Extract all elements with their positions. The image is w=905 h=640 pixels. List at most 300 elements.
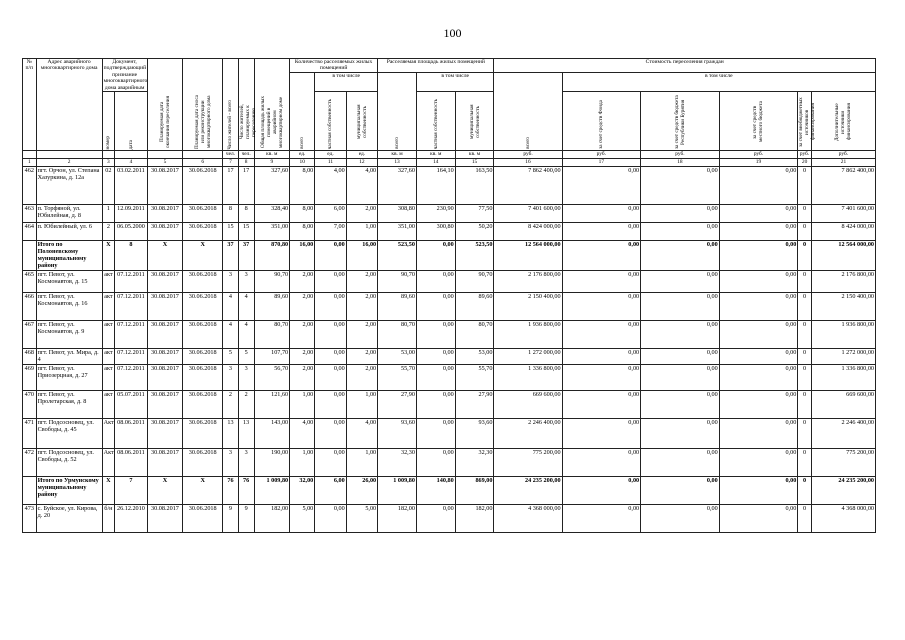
cell-addr: пгт. Подсосновец, ул. Свободы, д. 52 xyxy=(36,449,102,477)
cell-demol: 30.06.2018 xyxy=(183,293,223,321)
unit-cell: чел. xyxy=(223,151,239,159)
cell-num: акт xyxy=(102,321,115,349)
cell-no xyxy=(23,477,37,505)
cell-c2: 4,00 xyxy=(315,167,346,205)
cell-num: Акт xyxy=(102,449,115,477)
col-number: 14 xyxy=(416,159,455,167)
cell-r2: 15 xyxy=(238,223,254,241)
cell-area: 190,00 xyxy=(254,449,290,477)
cell-a3: 77,50 xyxy=(455,205,494,223)
cell-reloc: 30.08.2017 xyxy=(147,365,183,391)
cell-num: X xyxy=(102,477,115,505)
cell-f4: 0 xyxy=(798,223,812,241)
cell-cost: 2 176 800,00 xyxy=(494,271,562,293)
cell-r1: 3 xyxy=(223,449,239,477)
cell-f1: 0,00 xyxy=(562,293,641,321)
cell-cost: 7 862 400,00 xyxy=(494,167,562,205)
cell-a3: 53,00 xyxy=(455,349,494,365)
header-fund: за счет средств Фонда xyxy=(562,92,641,151)
cell-reloc: 30.08.2017 xyxy=(147,349,183,365)
unit-cell: кв. м xyxy=(455,151,494,159)
cell-c3: 1,00 xyxy=(346,449,377,477)
header-total-area: Общая площадь жилых помещений в аварийном многоквартирном доме xyxy=(254,59,290,151)
cell-cost: 4 368 000,00 xyxy=(494,505,562,533)
cell-num: акт xyxy=(102,365,115,391)
cell-a2: 0,00 xyxy=(416,419,455,449)
cell-date: 26.12.2010 xyxy=(115,505,147,533)
cell-c3: 1,00 xyxy=(346,223,377,241)
cell-f2: 0,00 xyxy=(641,477,720,505)
cell-f4: 0 xyxy=(798,321,812,349)
col-number: 3 xyxy=(102,159,115,167)
header-area-relocated: Расселяемая площадь жилых помещений xyxy=(378,59,494,73)
cell-demol: X xyxy=(183,241,223,271)
cell-c1: 8,00 xyxy=(290,167,315,205)
header-rooms-incl: в том числе xyxy=(315,72,378,91)
cell-no xyxy=(23,241,37,271)
unit-cell: ед. xyxy=(346,151,377,159)
cell-r2: 9 xyxy=(238,505,254,533)
subtotal-row xyxy=(23,477,876,505)
cell-f1: 0,00 xyxy=(562,321,641,349)
cell-a2: 0,00 xyxy=(416,505,455,533)
cell-area: 327,60 xyxy=(254,167,290,205)
cell-r2: 4 xyxy=(238,321,254,349)
cell-f3: 0,00 xyxy=(719,321,798,349)
cell-c1: 2,00 xyxy=(290,365,315,391)
table-row xyxy=(23,205,876,223)
header-document: Документ, подтверждающий признание многоквартирного дома аварийным xyxy=(103,59,148,91)
cell-c3: 1,00 xyxy=(346,391,377,419)
cell-f3: 0,00 xyxy=(719,419,798,449)
header-local: за счет средств местного бюджета xyxy=(719,92,798,151)
cell-c3: 4,00 xyxy=(346,419,377,449)
col-number: 16 xyxy=(494,159,562,167)
cell-f2: 0,00 xyxy=(641,321,720,349)
table-row xyxy=(23,449,876,477)
cell-a2: 300,80 xyxy=(416,223,455,241)
cell-c1: 2,00 xyxy=(290,349,315,365)
cell-f1: 0,00 xyxy=(562,349,641,365)
cell-num: X xyxy=(102,241,115,271)
cell-cost: 2 150 400,00 xyxy=(494,293,562,321)
cell-f5: 8 424 000,00 xyxy=(811,223,875,241)
cell-f1: 0,00 xyxy=(562,419,641,449)
cell-a3: 32,30 xyxy=(455,449,494,477)
header-area-private: частная собственность xyxy=(416,92,455,151)
header-area-incl: в том числе xyxy=(416,72,494,91)
cell-demol: 30.06.2018 xyxy=(183,505,223,533)
cell-a3: 80,70 xyxy=(455,321,494,349)
cell-addr: п. Торфяной, ул. Юбилейная, д. 8 xyxy=(36,205,102,223)
cell-r1: 3 xyxy=(223,365,239,391)
cell-r2: 2 xyxy=(238,391,254,419)
col-number: 9 xyxy=(254,159,290,167)
col-number: 6 xyxy=(183,159,223,167)
cell-r1: 8 xyxy=(223,205,239,223)
cell-date: 08.06.2011 xyxy=(115,449,147,477)
cell-c2: 6,00 xyxy=(315,205,346,223)
cell-reloc: 30.08.2017 xyxy=(147,505,183,533)
col-number: 12 xyxy=(346,159,377,167)
header-no: № п/п xyxy=(23,59,37,151)
cell-c1: 1,00 xyxy=(290,449,315,477)
header-rooms-total: всего xyxy=(290,72,315,150)
cell-c1: 2,00 xyxy=(290,321,315,349)
cell-no: 473 xyxy=(23,505,37,533)
cell-r2: 8 xyxy=(238,205,254,223)
col-number: 20 xyxy=(798,159,812,167)
cell-a2: 0,00 xyxy=(416,241,455,271)
cell-reloc: 30.08.2017 xyxy=(147,449,183,477)
cell-a3: 182,00 xyxy=(455,505,494,533)
unit-cell: кв. м xyxy=(416,151,455,159)
cell-num: акт xyxy=(102,293,115,321)
cell-f3: 0,00 xyxy=(719,505,798,533)
header-area-total: всего xyxy=(378,72,417,150)
cell-f5: 2 150 400,00 xyxy=(811,293,875,321)
table-row xyxy=(23,419,876,449)
cell-f3: 0,00 xyxy=(719,241,798,271)
cell-area: 56,70 xyxy=(254,365,290,391)
cell-f2: 0,00 xyxy=(641,449,720,477)
cell-c1: 4,00 xyxy=(290,419,315,449)
cell-a2: 0,00 xyxy=(416,321,455,349)
cell-no: 464 xyxy=(23,223,37,241)
cell-f3: 0,00 xyxy=(719,223,798,241)
cell-f4: 0 xyxy=(798,205,812,223)
cell-c2: 0,00 xyxy=(315,349,346,365)
header-doc-date: дата xyxy=(115,92,147,151)
cell-addr: п. Юбилейный, ул. 6 xyxy=(36,223,102,241)
cell-f2: 0,00 xyxy=(641,271,720,293)
cell-f2: 0,00 xyxy=(641,241,720,271)
cell-cost: 1 336 800,00 xyxy=(494,365,562,391)
cell-area: 80,70 xyxy=(254,321,290,349)
cell-no: 467 xyxy=(23,321,37,349)
cell-f3: 0,00 xyxy=(719,271,798,293)
unit-cell: руб. xyxy=(494,151,562,159)
cell-a1: 351,00 xyxy=(378,223,417,241)
cell-c1: 2,00 xyxy=(290,271,315,293)
cell-c2: 0,00 xyxy=(315,391,346,419)
cell-a1: 55,70 xyxy=(378,365,417,391)
col-number: 19 xyxy=(719,159,798,167)
col-number: 5 xyxy=(147,159,183,167)
cell-r2: 3 xyxy=(238,449,254,477)
cell-cost: 1 272 000,00 xyxy=(494,349,562,365)
cell-f2: 0,00 xyxy=(641,167,720,205)
cell-a1: 93,60 xyxy=(378,419,417,449)
cell-no: 469 xyxy=(23,365,37,391)
cell-f4: 0 xyxy=(798,419,812,449)
cell-demol: 30.06.2018 xyxy=(183,365,223,391)
cell-c1: 1,00 xyxy=(290,391,315,419)
unit-cell: руб. xyxy=(562,151,641,159)
cell-cost: 24 235 200,00 xyxy=(494,477,562,505)
header-rooms-municipal: муниципальная собственность xyxy=(346,92,377,151)
cell-addr: пгт. Подсосновец, ул. Свободы, д. 45 xyxy=(36,419,102,449)
cell-no: 465 xyxy=(23,271,37,293)
cell-f4: 0 xyxy=(798,505,812,533)
cell-r2: 76 xyxy=(238,477,254,505)
cell-date: 07.12.2011 xyxy=(115,293,147,321)
cell-a1: 89,60 xyxy=(378,293,417,321)
header-planned-demolition: Планируемая дата сноса или реконструкции многоквартирного дома xyxy=(183,59,223,151)
page-number: 100 xyxy=(443,26,462,40)
table-row xyxy=(23,223,876,241)
cell-f3: 0,00 xyxy=(719,449,798,477)
header-cost-total: всего xyxy=(494,72,562,150)
cell-f2: 0,00 xyxy=(641,391,720,419)
col-number: 10 xyxy=(290,159,315,167)
cell-a1: 182,00 xyxy=(378,505,417,533)
cell-addr: пгт. Певот, ул. Космонавтов, д. 15 xyxy=(36,271,102,293)
cell-date: 07.12.2011 xyxy=(115,271,147,293)
cell-f1: 0,00 xyxy=(562,205,641,223)
cell-demol: 30.06.2018 xyxy=(183,449,223,477)
header-cost-incl: в том числе xyxy=(562,72,875,91)
cell-f5: 1 272 000,00 xyxy=(811,349,875,365)
cell-date: 06.05.2000 xyxy=(115,223,147,241)
cell-a2: 0,00 xyxy=(416,293,455,321)
cell-num: 02 xyxy=(102,167,115,205)
cell-c2: 0,00 xyxy=(315,271,346,293)
header-address: Адрес аварийного многоквартирного дома xyxy=(36,59,102,151)
cell-f4: 0 xyxy=(798,167,812,205)
cell-date: 07.12.2011 xyxy=(115,321,147,349)
cell-r1: 3 xyxy=(223,271,239,293)
cell-a2: 0,00 xyxy=(416,349,455,365)
cell-a3: 27,90 xyxy=(455,391,494,419)
cell-f1: 0,00 xyxy=(562,449,641,477)
header-residents-relocate: Число жителей, планируемых к переселению xyxy=(238,59,254,151)
cell-demol: 30.06.2018 xyxy=(183,321,223,349)
cell-c3: 2,00 xyxy=(346,365,377,391)
cell-addr: Итого по Полоневскому муниципальному району xyxy=(36,241,102,271)
cell-num: акт xyxy=(102,391,115,419)
col-number: 13 xyxy=(378,159,417,167)
cell-reloc: X xyxy=(147,477,183,505)
table-row xyxy=(23,391,876,419)
cell-a3: 90,70 xyxy=(455,271,494,293)
cell-addr: пгт. Орчон, ул. Степана Хазуркина, д. 12а xyxy=(36,167,102,205)
cell-a3: 523,50 xyxy=(455,241,494,271)
cell-a1: 27,90 xyxy=(378,391,417,419)
cell-area: 182,00 xyxy=(254,505,290,533)
cell-f2: 0,00 xyxy=(641,293,720,321)
unit-cell: кв. м xyxy=(254,151,290,159)
cell-cost: 2 246 400,00 xyxy=(494,419,562,449)
cell-addr: Итого по Урмунскому муниципальному району xyxy=(36,477,102,505)
cell-addr: пгт. Певот, ул. Космонавтов, д. 16 xyxy=(36,293,102,321)
cell-f2: 0,00 xyxy=(641,205,720,223)
cell-area: 328,40 xyxy=(254,205,290,223)
header-extra: Дополнительные источники финансирования xyxy=(811,92,875,151)
header-cost: Стоимость переселения граждан xyxy=(494,59,876,73)
table-body xyxy=(23,167,876,533)
unit-cell: ед. xyxy=(290,151,315,159)
cell-num: акт xyxy=(102,349,115,365)
cell-reloc: 30.08.2017 xyxy=(147,321,183,349)
cell-num: б/н xyxy=(102,505,115,533)
cell-f1: 0,00 xyxy=(562,505,641,533)
cell-r2: 37 xyxy=(238,241,254,271)
cell-f4: 0 xyxy=(798,477,812,505)
cell-date: 12.09.2011 xyxy=(115,205,147,223)
cell-f5: 2 176 800,00 xyxy=(811,271,875,293)
cell-demol: 30.06.2018 xyxy=(183,167,223,205)
cell-no: 470 xyxy=(23,391,37,419)
cell-demol: 30.06.2018 xyxy=(183,271,223,293)
cell-c2: 6,00 xyxy=(315,477,346,505)
cell-a2: 230,90 xyxy=(416,205,455,223)
cell-a2: 0,00 xyxy=(416,271,455,293)
cell-r1: 9 xyxy=(223,505,239,533)
cell-f5: 2 246 400,00 xyxy=(811,419,875,449)
cell-area: 121,60 xyxy=(254,391,290,419)
table-row xyxy=(23,321,876,349)
cell-f4: 0 xyxy=(798,449,812,477)
cell-f1: 0,00 xyxy=(562,365,641,391)
cell-addr: пгт. Певот, ул. Мира, д. 4 xyxy=(36,349,102,365)
cell-r1: 2 xyxy=(223,391,239,419)
col-number: 11 xyxy=(315,159,346,167)
cell-f3: 0,00 xyxy=(719,349,798,365)
cell-cost: 669 600,00 xyxy=(494,391,562,419)
cell-c2: 0,00 xyxy=(315,321,346,349)
cell-area: 870,80 xyxy=(254,241,290,271)
col-number: 21 xyxy=(811,159,875,167)
cell-r2: 4 xyxy=(238,293,254,321)
cell-c1: 8,00 xyxy=(290,205,315,223)
cell-c3: 2,00 xyxy=(346,321,377,349)
cell-f4: 0 xyxy=(798,293,812,321)
cell-f5: 669 600,00 xyxy=(811,391,875,419)
cell-date: 8 xyxy=(115,241,147,271)
cell-a3: 89,60 xyxy=(455,293,494,321)
cell-date: 03.02.2011 xyxy=(115,167,147,205)
cell-cost: 1 936 800,00 xyxy=(494,321,562,349)
cell-cost: 12 564 000,00 xyxy=(494,241,562,271)
cell-a1: 32,30 xyxy=(378,449,417,477)
cell-f3: 0,00 xyxy=(719,167,798,205)
unit-cell: руб. xyxy=(798,151,812,159)
col-number: 17 xyxy=(562,159,641,167)
cell-a1: 308,80 xyxy=(378,205,417,223)
header-planned-relocation: Планируемая дата окончания переселения xyxy=(147,59,183,151)
cell-c3: 4,00 xyxy=(346,167,377,205)
col-number: 18 xyxy=(641,159,720,167)
cell-r2: 5 xyxy=(238,349,254,365)
cell-c2: 0,00 xyxy=(315,505,346,533)
cell-num: 1 xyxy=(102,205,115,223)
col-number: 1 xyxy=(23,159,37,167)
cell-f2: 0,00 xyxy=(641,365,720,391)
cell-a2: 0,00 xyxy=(416,391,455,419)
cell-demol: 30.06.2018 xyxy=(183,349,223,365)
cell-date: 07.12.2011 xyxy=(115,349,147,365)
cell-addr: с. Буйское, ул. Кирова, д. 20 xyxy=(36,505,102,533)
cell-a3: 50,20 xyxy=(455,223,494,241)
header-other: за счет внебюджетных источников финансирования xyxy=(798,92,812,151)
cell-reloc: 30.08.2017 xyxy=(147,223,183,241)
cell-a1: 80,70 xyxy=(378,321,417,349)
header-rooms-private: частная собственность xyxy=(315,92,346,151)
cell-date: 05.07.2011 xyxy=(115,391,147,419)
cell-r1: 13 xyxy=(223,419,239,449)
cell-demol: 30.06.2018 xyxy=(183,419,223,449)
cell-c3: 16,00 xyxy=(346,241,377,271)
cell-area: 1 009,80 xyxy=(254,477,290,505)
cell-demol: X xyxy=(183,477,223,505)
cell-addr: пгт. Певот, ул. Приозерцная, д. 27 xyxy=(36,365,102,391)
cell-demol: 30.06.2018 xyxy=(183,223,223,241)
cell-f5: 7 401 600,00 xyxy=(811,205,875,223)
cell-reloc: 30.08.2017 xyxy=(147,391,183,419)
cell-f1: 0,00 xyxy=(562,271,641,293)
cell-reloc: X xyxy=(147,241,183,271)
cell-c1: 32,00 xyxy=(290,477,315,505)
cell-num: 2 xyxy=(102,223,115,241)
cell-f5: 12 564 000,00 xyxy=(811,241,875,271)
cell-no: 462 xyxy=(23,167,37,205)
cell-f5: 1 336 800,00 xyxy=(811,365,875,391)
cell-f2: 0,00 xyxy=(641,223,720,241)
col-number: 8 xyxy=(238,159,254,167)
cell-date: 08.06.2011 xyxy=(115,419,147,449)
cell-c2: 0,00 xyxy=(315,419,346,449)
cell-a3: 93,60 xyxy=(455,419,494,449)
cell-a3: 163,50 xyxy=(455,167,494,205)
cell-r2: 3 xyxy=(238,365,254,391)
cell-no: 472 xyxy=(23,449,37,477)
column-numbers-row xyxy=(23,159,876,167)
cell-c1: 5,00 xyxy=(290,505,315,533)
cell-demol: 30.06.2018 xyxy=(183,391,223,419)
cell-f1: 0,00 xyxy=(562,241,641,271)
cell-f3: 0,00 xyxy=(719,477,798,505)
cell-area: 90,70 xyxy=(254,271,290,293)
cell-a2: 0,00 xyxy=(416,365,455,391)
cell-c2: 7,00 xyxy=(315,223,346,241)
cell-f4: 0 xyxy=(798,241,812,271)
cell-c3: 5,00 xyxy=(346,505,377,533)
table-row xyxy=(23,365,876,391)
table-row xyxy=(23,293,876,321)
cell-no: 468 xyxy=(23,349,37,365)
cell-a2: 0,00 xyxy=(416,449,455,477)
cell-a1: 327,60 xyxy=(378,167,417,205)
cell-area: 107,70 xyxy=(254,349,290,365)
cell-r2: 13 xyxy=(238,419,254,449)
cell-f1: 0,00 xyxy=(562,167,641,205)
cell-f4: 0 xyxy=(798,349,812,365)
cell-c1: 2,00 xyxy=(290,293,315,321)
cell-cost: 8 424 000,00 xyxy=(494,223,562,241)
cell-r1: 4 xyxy=(223,321,239,349)
table-row xyxy=(23,271,876,293)
table-row xyxy=(23,167,876,205)
cell-f4: 0 xyxy=(798,365,812,391)
cell-f2: 0,00 xyxy=(641,505,720,533)
relocation-table xyxy=(22,58,876,533)
cell-r1: 76 xyxy=(223,477,239,505)
header-regional: за счет средств бюджета Республики Бурятия xyxy=(641,92,720,151)
cell-f5: 1 936 800,00 xyxy=(811,321,875,349)
cell-f5: 24 235 200,00 xyxy=(811,477,875,505)
cell-no: 471 xyxy=(23,419,37,449)
